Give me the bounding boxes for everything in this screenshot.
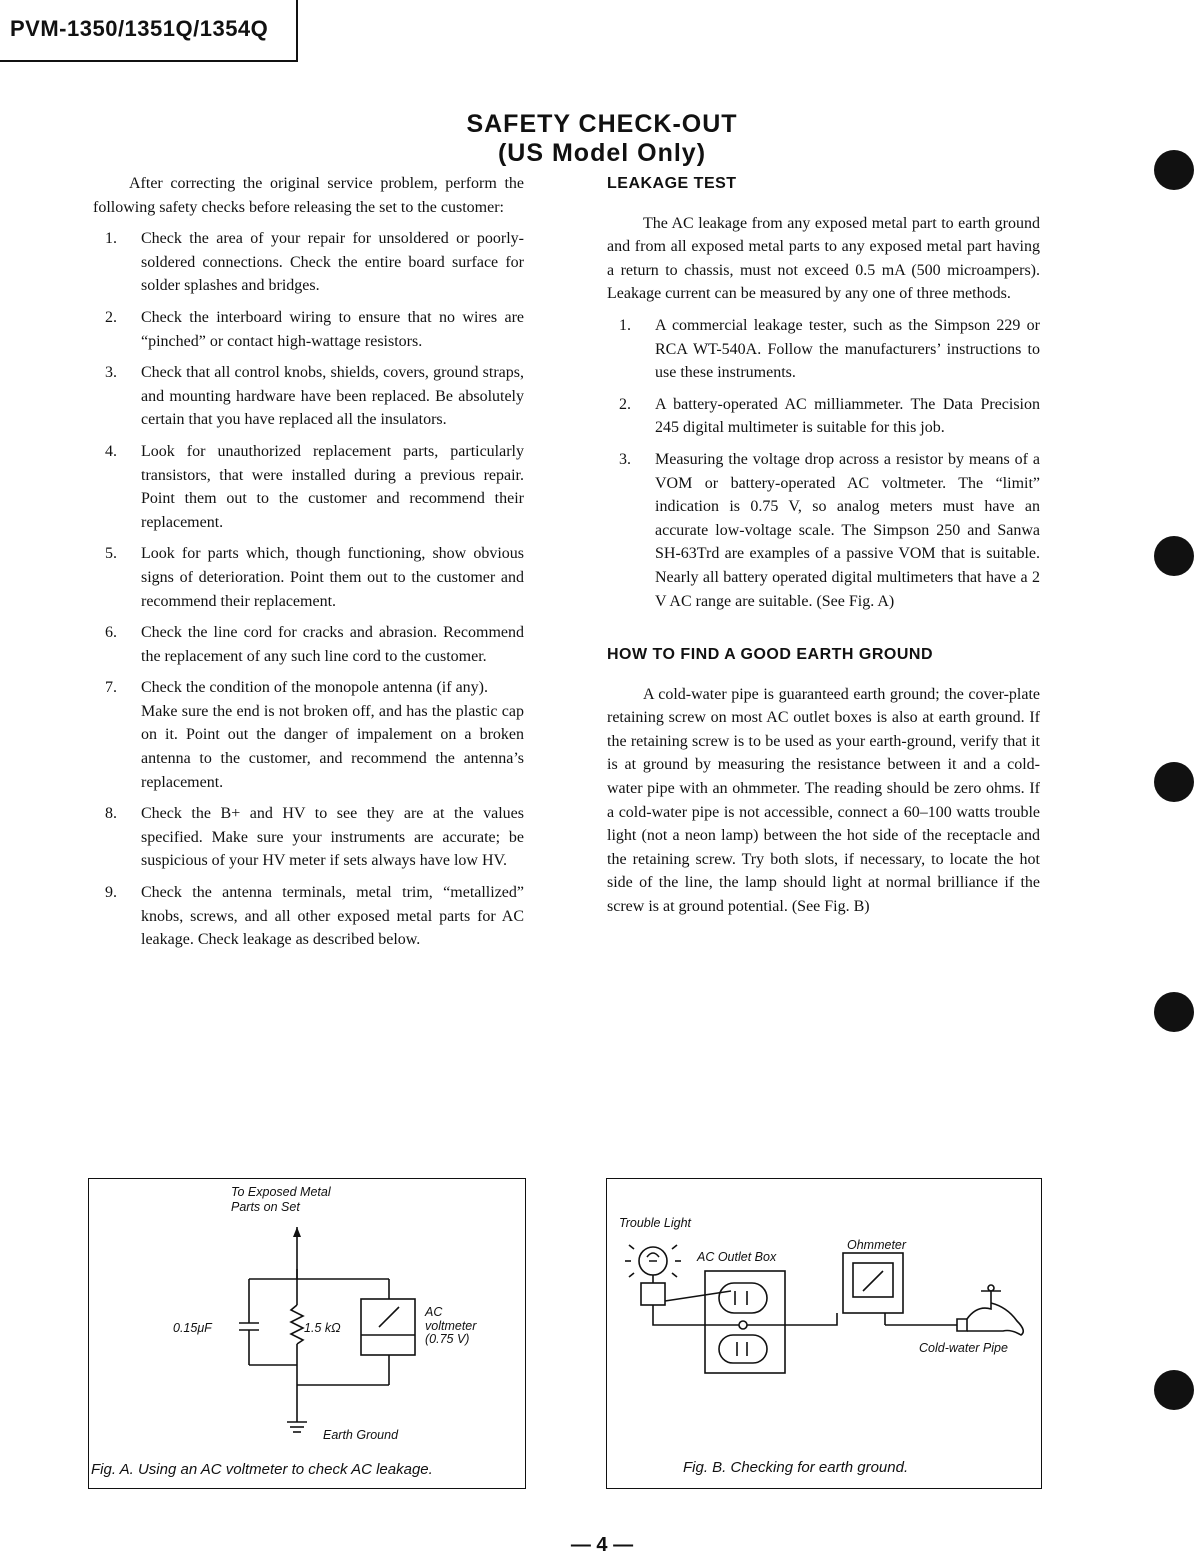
fig-a-resistor-label: 1.5 kΩ [304, 1321, 341, 1335]
list-item [93, 802, 524, 873]
item-text: Check the condition of the monopole antenna (if any). [141, 679, 489, 697]
item-text: A commercial leakage tester, such as the Simpson 229 or RCA WT-540A. Follow the manufacturers’ instructions to use these instruments. [655, 316, 1040, 382]
figure-a-circuit-diagram [89, 1179, 525, 1488]
list-item [93, 227, 524, 298]
list-item [93, 361, 524, 432]
fig-a-meter-label-1: AC [425, 1305, 443, 1319]
intro-paragraph: After correcting the original service problem, perform the following safety checks before releasing the set to the customer: [93, 175, 524, 216]
item-number: 8. [105, 805, 117, 823]
fig-a-caption: Fig. A. Using an AC voltmeter to check AC leakage. [91, 1461, 433, 1478]
item-text: Check the line cord for cracks and abrasion. Recommend the replacement of any such line cord to the customer. [141, 624, 524, 665]
fig-a-label-top-1: To Exposed Metal [231, 1185, 331, 1199]
item-text: A battery-operated AC milliammeter. The Data Precision 245 digital multimeter is suitable for this job. [655, 395, 1040, 437]
fig-a-label-top-2: Parts on Set [231, 1200, 300, 1214]
fig-b-ohmmeter-label: Ohmmeter [847, 1238, 907, 1252]
item-number: 1. [619, 316, 631, 334]
fig-a-meter-label-2: voltmeter [425, 1319, 477, 1333]
list-item [93, 542, 524, 613]
earth-ground-paragraph: A cold-water pipe is guaranteed earth ground; the cover-plate retaining screw on most AC outlet boxes is also at earth ground. If the retaining screw is to be used as your earth-ground, verify that it is at ground by measuring the resistance between it and a cold-water pipe with an ohmmeter. The reading should be zero ohms. If a cold-water pipe is not accessible, connect a 60–100 watts trouble light (not a neon lamp) between the hot side of the receptacle and the retaining screw. Try both slots, if necessary, to locate the hot side of the line, the lamp should light at normal brilliance if the screw is at ground potential. (See Fig. B) [607, 685, 1040, 916]
list-item [93, 621, 524, 668]
item-text: Measuring the voltage drop across a resistor by means of a VOM or battery-operated AC voltmeter. The “limit” indication is 0.75 V, so analog meters must have an accurate low-voltage scale. The Simpson 250 and Sanwa SH-63Trd are examples of a passive VOM that is suitable. Nearly all battery operated digital multimeters that have a 2 V AC range are suitable. (See Fig. A) [655, 450, 1040, 610]
leakage-test-heading: LEAKAGE TEST [607, 175, 737, 192]
item-number: 5. [105, 545, 117, 563]
item-text: Check the area of your repair for unsoldered or poorly-soldered connections. Check the entire board surface for solder splashes and bridges. [141, 230, 524, 295]
item-number: 7. [105, 679, 117, 697]
item-number: 6. [105, 624, 117, 642]
item-number: 3. [105, 364, 117, 382]
list-item [607, 393, 1040, 440]
leakage-methods-list [607, 314, 1040, 613]
item-number: 2. [619, 395, 631, 413]
page-number: — 4 — [570, 1534, 634, 1556]
model-number: PVM-1350/1351Q/1354Q [10, 16, 269, 41]
safety-check-list [93, 227, 524, 952]
item-number: 2. [105, 308, 117, 326]
fig-a-meter-label-3: (0.75 V) [425, 1332, 470, 1346]
item-text: Check the interboard wiring to ensure that no wires are “pinched” or contact high-wattage resistors. [141, 308, 524, 350]
list-item [93, 440, 524, 534]
item-number: 3. [619, 450, 631, 468]
figure-b [606, 1178, 1042, 1489]
punch-hole-dot [1154, 992, 1194, 1032]
punch-hole-dot [1154, 150, 1194, 190]
item-number: 9. [105, 884, 117, 902]
punch-hole-dot [1154, 1370, 1194, 1410]
fig-a-ground-label: Earth Ground [323, 1428, 399, 1442]
fig-b-pipe-label: Cold-water Pipe [919, 1341, 1008, 1355]
figure-a [88, 1178, 526, 1489]
page-title: SAFETY CHECK-OUT [466, 110, 738, 138]
fig-b-trouble-light-label: Trouble Light [619, 1216, 692, 1230]
item-text: Check the antenna terminals, metal trim, “metallized” knobs, screws, and all other exposed metal parts for AC leakage. Check leakage as described below. [141, 884, 524, 949]
list-item [93, 881, 524, 952]
list-item [93, 306, 524, 353]
left-column [93, 172, 524, 952]
item-text: Check that all control knobs, shields, covers, ground straps, and mounting hardware have been replaced. Be absolutely certain that you have replaced all the insulators. [141, 364, 524, 429]
fig-a-capacitor-label: 0.15μF [173, 1321, 212, 1335]
item-text: Look for unauthorized replacement parts, particularly transistors, that were installed during a previous repair. Point them out to the customer and recommend their replacement. [141, 442, 524, 531]
fig-b-caption: Fig. B. Checking for earth ground. [683, 1459, 909, 1476]
list-item [607, 448, 1040, 613]
model-header-box [0, 0, 298, 62]
leakage-intro: The AC leakage from any exposed metal part to earth ground and from all exposed metal parts to any exposed metal part having a return to chassis, must not exceed 0.5 mA (500 microampers). Leakage current can be measured by any one of three methods. [607, 214, 1040, 303]
punch-hole-dot [1154, 536, 1194, 576]
earth-ground-heading: HOW TO FIND A GOOD EARTH GROUND [607, 646, 934, 664]
item-text: Look for parts which, though functioning, show obvious signs of deterioration. Point them out to the customer and recommend their replacement. [141, 545, 524, 610]
item-text: Check the B+ and HV to see they are at the values specified. Make sure your instruments are accurate; be suspicious of your HV meter if sets always have low HV. [141, 805, 524, 870]
item-text-continued: Make sure the end is not broken off, and has the plastic cap on it. Point out the danger of impalement on a broken antenna to the customer, and recommend the antenna’s replacement. [141, 702, 524, 791]
punch-hole-dot [1154, 762, 1194, 802]
fig-b-outlet-box-label: AC Outlet Box [697, 1250, 777, 1264]
page-subtitle: (US Model Only) [497, 139, 707, 167]
list-item [93, 676, 524, 794]
item-number: 4. [105, 442, 117, 460]
right-column [607, 172, 1040, 919]
figure-b-diagram [607, 1179, 1041, 1488]
item-number: 1. [105, 230, 117, 248]
list-item [607, 314, 1040, 385]
